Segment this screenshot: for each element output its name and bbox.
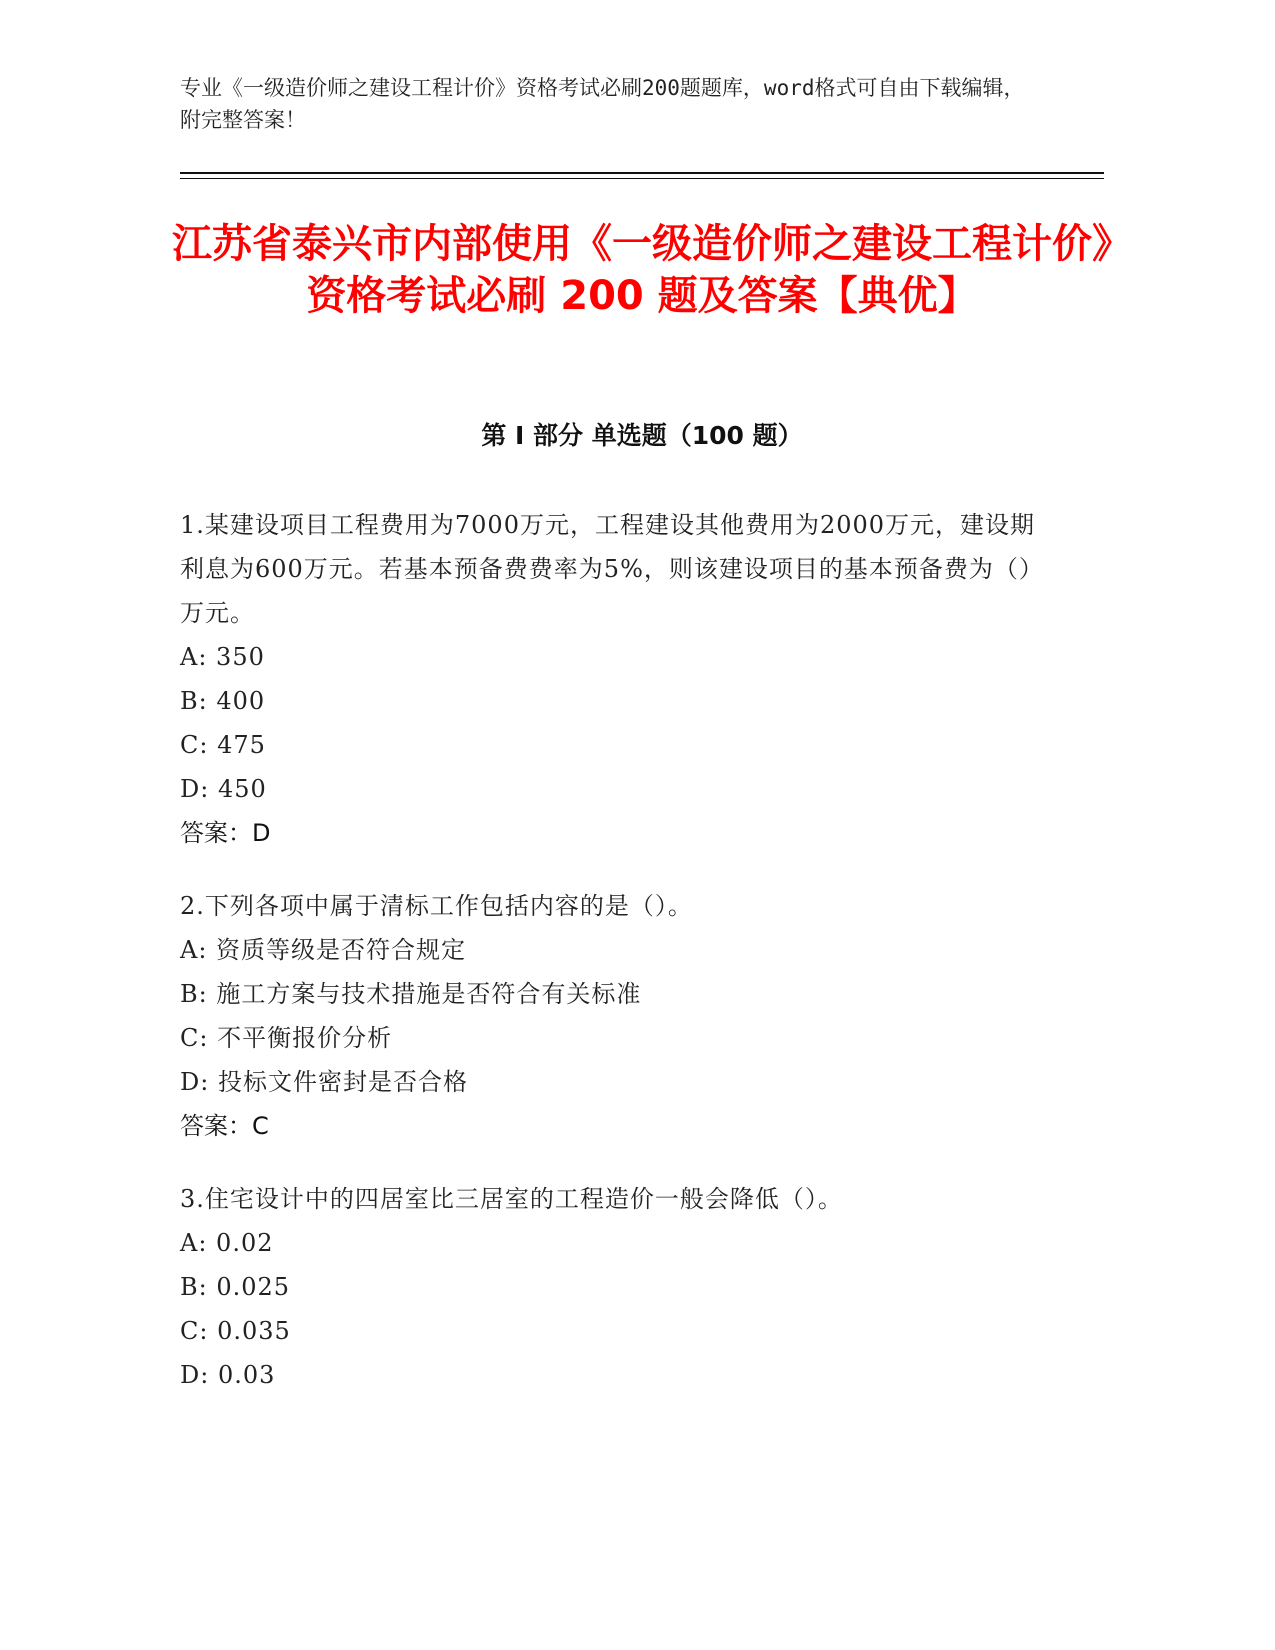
question-list	[180, 503, 1040, 1426]
option-c: C: 不平衡报价分析	[180, 1024, 393, 1052]
option-d: D: 0.03	[180, 1361, 276, 1389]
header-divider-thick	[180, 172, 1104, 174]
document-page	[172, 0, 1112, 1650]
header-divider-thin	[180, 178, 1104, 179]
section-title: 第 I 部分 单选题（100 题）	[481, 421, 803, 450]
option-c: C: 475	[180, 731, 266, 759]
answer-line: 答案：C	[180, 1112, 269, 1140]
question-item	[180, 1177, 1040, 1397]
document-title: 江苏省泰兴市内部使用《一级造价师之建设工程计价》资格考试必刷 200 题及答案【典优】	[172, 221, 1112, 319]
question-stem: 1.某建设项目工程费用为7000万元，工程建设其他费用为2000万元，建设期利息为600万元。若基本预备费费率为5%，则该建设项目的基本预备费为（）万元。	[180, 511, 1036, 627]
option-b: B: 0.025	[180, 1273, 291, 1301]
header-note: 专业《一级造价师之建设工程计价》资格考试必刷200题题库，word格式可自由下载编辑，附完整答案！	[180, 76, 1025, 132]
question-stem: 2.下列各项中属于清标工作包括内容的是（）。	[180, 892, 693, 920]
answer-line: 答案：D	[180, 819, 271, 847]
option-b: B: 施工方案与技术措施是否符合有关标准	[180, 980, 642, 1008]
question-item	[180, 884, 1040, 1148]
option-d: D: 450	[180, 775, 267, 803]
question-item	[180, 503, 1040, 855]
option-c: C: 0.035	[180, 1317, 291, 1345]
option-a: A: 350	[180, 643, 265, 671]
option-b: B: 400	[180, 687, 266, 715]
option-a: A: 0.02	[180, 1229, 274, 1257]
option-d: D: 投标文件密封是否合格	[180, 1068, 468, 1096]
option-a: A: 资质等级是否符合规定	[180, 936, 467, 964]
question-stem: 3.住宅设计中的四居室比三居室的工程造价一般会降低（）。	[180, 1185, 843, 1213]
